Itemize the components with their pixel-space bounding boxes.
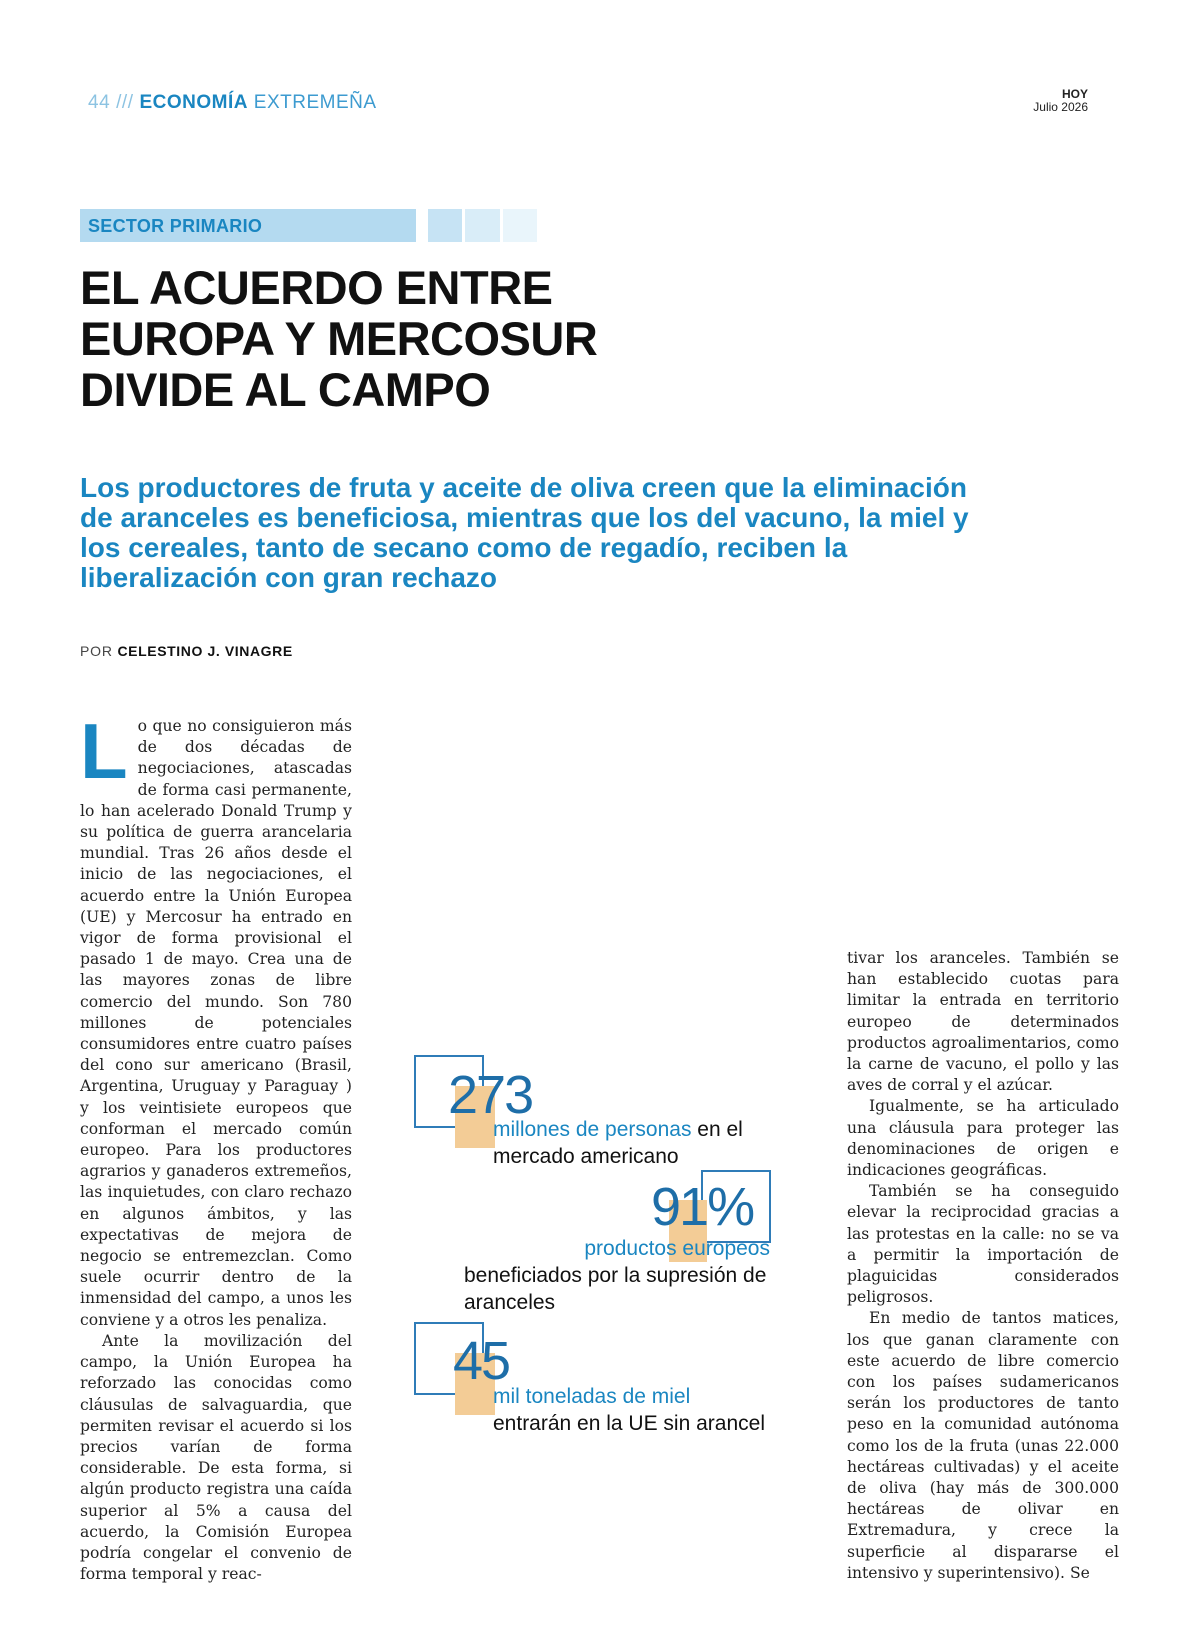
headline-line: DIVIDE AL CAMPO (80, 363, 491, 416)
stat-label (493, 1116, 743, 1143)
folio (88, 92, 377, 114)
stat-number: 273 (448, 1065, 533, 1125)
body-paragraph: o que no consiguieron más de dos décadas de negociaciones, atascadas de forma casi permanente, lo han acelerado Donald Trump y su política de guerra arancelaria mundial. Tras 26 años desde el inicio de las negociaciones, el acuerdo entre la Unión Europea (UE) y Mercosur ha entrado en vigor de forma provisional el pasado 1 de mayo. Crea una de las mayores zonas de libre comercio del mundo. Son 780 millones de potenciales consumidores entre cuatro países del cono sur americano (Brasil, Argentina, Uruguay y Paraguay ) y los veintisiete europeos que conforman el mercado común europeo. Para los productores agrarios y ganaderos extremeños, las inquietudes, con claro rechazo en algunos ámbitos, y las expectativas de mejora de negocio se entremezclan. Como suele ocurrir dentro de la inmensidad del campo, a unos les conviene y a otros les penaliza. (80, 717, 352, 1329)
body-paragraph: También se ha conseguido elevar la reciprocidad gracias a las protestas en la calle: no se va a permitir la importación de plaguicidas considerados peligrosos. (847, 1182, 1119, 1307)
tag-decor-block (503, 209, 537, 242)
byline-prefix: POR (80, 643, 113, 659)
tag-decor-block (465, 209, 500, 242)
headline-line: EL ACUERDO ENTRE (80, 261, 553, 314)
publication-name: HOY (1061, 87, 1088, 101)
body-column-3 (847, 948, 1119, 1584)
stat-highlight: millones de personas (493, 1118, 692, 1141)
body-paragraph: Ante la movilización del campo, la Unión Europea ha reforzado las conocidas como cláusulas de salvaguardia, que permiten revisar el acuerdo si los precios varían de forma considerable. De esta forma, si algún producto registra una caída superior al 5% a causa del acuerdo, la Comisión Europea podría congelar el convenio de forma temporal y reac- (80, 1331, 352, 1584)
body-column-1 (80, 707, 352, 1585)
stat-number: 91% (651, 1177, 754, 1237)
stat-text: mercado americano (493, 1145, 679, 1168)
body-paragraph: Igualmente, se ha articulado una cláusula para proteger las denominaciones de origen e indicaciones geográficas. (847, 1097, 1119, 1180)
headline-line: EUROPA Y MERCOSUR (80, 312, 598, 365)
body-paragraph: En medio de tantos matices, los que ganan claramente con este acuerdo de libre comercio con los países sudamericanos serán los productores de tanto peso en la comunidad autónoma como los de la fruta (unas 22.000 hectáreas cultivadas) y el aceite de oliva (hay más de 300.000 hectáreas de olivar en Extremadura, y crece la superficie al dispararse el intensivo y superintensivo). Se (847, 1309, 1119, 1582)
page-number: 44 (88, 92, 111, 113)
tag-decor-block (428, 209, 462, 242)
stat-text: beneficiados por la supresión de (464, 1264, 767, 1287)
stat-text: aranceles (464, 1291, 556, 1314)
section-name-light: EXTREMEÑA (253, 92, 377, 113)
headline (80, 262, 780, 415)
stat-highlight: productos europeos (584, 1237, 770, 1260)
body-paragraph: tivar los aranceles. También se han establecido cuotas para limitar la entrada en territorio europeo de determinados productos agroalimentarios, como la carne de vacuno, el pollo y las aves de corral y el azúcar. (847, 949, 1119, 1095)
section-name-bold: ECONOMÍA (139, 92, 248, 113)
section-tag (80, 209, 416, 242)
stat-text: entrarán en la UE sin arancel (493, 1412, 765, 1435)
publication-info (1033, 88, 1088, 114)
stat-number: 45 (453, 1331, 510, 1391)
stat-highlight: mil toneladas de miel (493, 1385, 691, 1408)
drop-cap: L (80, 707, 128, 795)
standfirst: Los productores de fruta y aceite de oliva creen que la eliminación de aranceles es beneficiosa, mientras que los del vacuno, la miel y los cereales, tanto de secano como de regadío, reciben la liberalización con gran rechazo (80, 472, 969, 593)
byline-author: CELESTINO J. VINAGRE (117, 643, 293, 659)
stat-text: en el (697, 1118, 743, 1141)
issue-date: Julio 2026 (1033, 100, 1088, 114)
folio-separator: /// (116, 92, 134, 113)
byline (80, 643, 293, 659)
section-tag-label: SECTOR PRIMARIO (88, 216, 263, 236)
